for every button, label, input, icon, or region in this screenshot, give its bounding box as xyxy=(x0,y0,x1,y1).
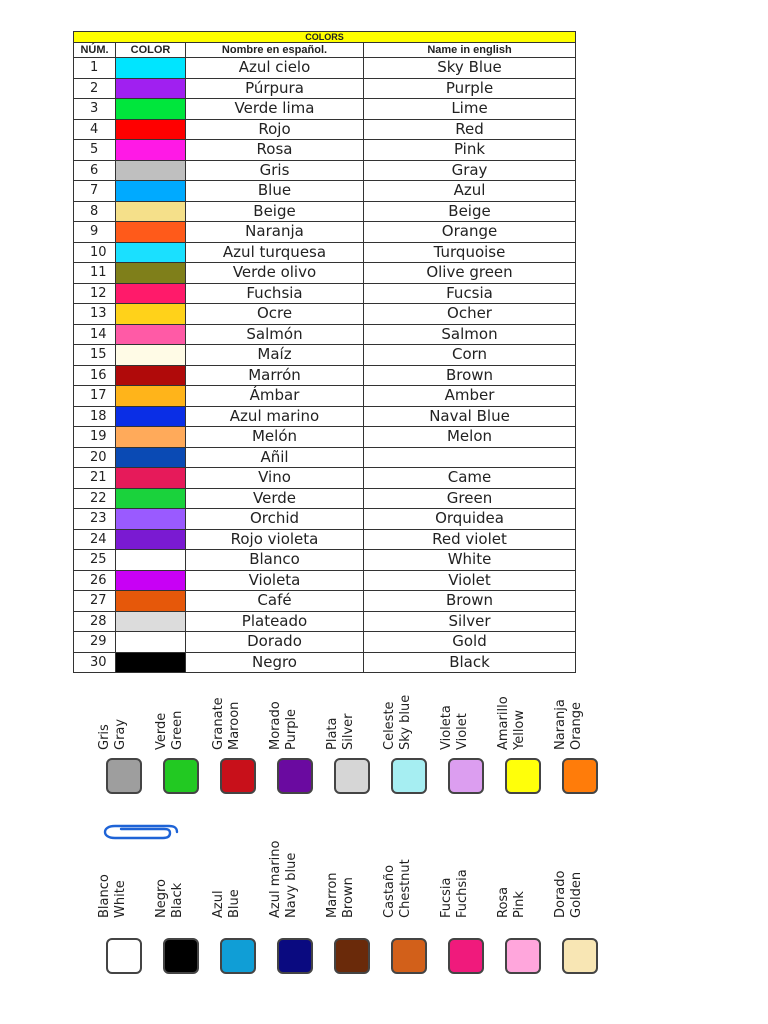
color-swatch-box xyxy=(448,938,484,974)
english-name: Olive green xyxy=(364,263,576,284)
row-number: 26 xyxy=(74,570,116,591)
table-row xyxy=(74,181,576,202)
row-number: 27 xyxy=(74,591,116,612)
spanish-name: Gris xyxy=(186,160,364,181)
spanish-name: Marrón xyxy=(186,365,364,386)
swatch-label-english: Fuchsia xyxy=(455,869,470,918)
english-name: Turquoise xyxy=(364,242,576,263)
color-swatch xyxy=(116,591,186,612)
row-number: 4 xyxy=(74,119,116,140)
color-swatch-box xyxy=(106,938,142,974)
table-row xyxy=(74,222,576,243)
row-number: 5 xyxy=(74,140,116,161)
swatch-item xyxy=(439,688,490,798)
row-number: 23 xyxy=(74,509,116,530)
english-name: White xyxy=(364,550,576,571)
row-number: 22 xyxy=(74,488,116,509)
swatch-labels xyxy=(154,688,205,750)
row-number: 18 xyxy=(74,406,116,427)
color-swatch xyxy=(116,632,186,653)
color-swatch xyxy=(116,509,186,530)
swatch-item xyxy=(496,688,547,798)
table-row xyxy=(74,201,576,222)
swatch-label-spanish: Marron xyxy=(325,872,340,918)
table-row xyxy=(74,78,576,99)
spanish-name: Verde lima xyxy=(186,99,364,120)
table-row xyxy=(74,160,576,181)
swatch-label-spanish: Granate xyxy=(211,697,226,750)
color-swatch-box xyxy=(106,758,142,794)
color-swatch xyxy=(116,611,186,632)
table-row xyxy=(74,509,576,530)
swatch-item xyxy=(154,688,205,798)
color-swatch xyxy=(116,427,186,448)
english-name: Naval Blue xyxy=(364,406,576,427)
row-number: 2 xyxy=(74,78,116,99)
color-swatch xyxy=(116,304,186,325)
swatch-label-spanish: Amarillo xyxy=(496,696,511,750)
row-number: 19 xyxy=(74,427,116,448)
swatch-label-english: White xyxy=(113,880,128,918)
english-name: Ocher xyxy=(364,304,576,325)
table-row xyxy=(74,591,576,612)
swatch-labels xyxy=(382,838,433,918)
swatch-label-english: Yellow xyxy=(512,709,527,750)
english-name: Red violet xyxy=(364,529,576,550)
row-number: 3 xyxy=(74,99,116,120)
english-name: Brown xyxy=(364,365,576,386)
swatch-label-english: Purple xyxy=(284,708,299,750)
swatch-label-english: Black xyxy=(170,882,185,918)
table-row xyxy=(74,488,576,509)
row-number: 12 xyxy=(74,283,116,304)
swatch-label-english: Blue xyxy=(227,889,242,918)
row-number: 29 xyxy=(74,632,116,653)
header-spanish-name: Nombre en español. xyxy=(186,43,364,58)
spanish-name: Rojo xyxy=(186,119,364,140)
color-swatch xyxy=(116,222,186,243)
row-number: 20 xyxy=(74,447,116,468)
english-name: Purple xyxy=(364,78,576,99)
swatch-labels xyxy=(211,688,262,750)
spanish-name: Beige xyxy=(186,201,364,222)
row-number: 6 xyxy=(74,160,116,181)
english-name: Brown xyxy=(364,591,576,612)
swatch-labels xyxy=(496,688,547,750)
swatch-labels xyxy=(268,688,319,750)
color-swatch-box xyxy=(448,758,484,794)
swatch-label-spanish: Naranja xyxy=(553,699,568,750)
swatch-labels xyxy=(325,838,376,918)
table-row xyxy=(74,304,576,325)
color-swatch xyxy=(116,652,186,673)
color-swatch-box xyxy=(163,938,199,974)
row-number: 11 xyxy=(74,263,116,284)
spanish-name: Rojo violeta xyxy=(186,529,364,550)
color-swatch xyxy=(116,99,186,120)
table-row xyxy=(74,99,576,120)
spanish-name: Añil xyxy=(186,447,364,468)
spanish-name: Naranja xyxy=(186,222,364,243)
swatch-label-spanish: Morado xyxy=(268,701,283,750)
english-name: Green xyxy=(364,488,576,509)
row-number: 17 xyxy=(74,386,116,407)
row-number: 30 xyxy=(74,652,116,673)
table-row xyxy=(74,58,576,79)
swatch-label-spanish: Blanco xyxy=(97,874,112,918)
english-name: Pink xyxy=(364,140,576,161)
row-number: 8 xyxy=(74,201,116,222)
swatch-label-spanish: Plata xyxy=(325,717,340,750)
swatch-label-english: Brown xyxy=(341,877,356,918)
swatch-label-spanish: Rosa xyxy=(496,886,511,918)
swatch-item xyxy=(553,688,604,798)
spanish-name: Maíz xyxy=(186,345,364,366)
swatch-item xyxy=(97,838,148,978)
row-number: 9 xyxy=(74,222,116,243)
row-number: 21 xyxy=(74,468,116,489)
english-name: Amber xyxy=(364,386,576,407)
english-name: Fucsia xyxy=(364,283,576,304)
swatch-row-bottom xyxy=(97,838,604,980)
spanish-name: Salmón xyxy=(186,324,364,345)
swatch-label-spanish: Fucsia xyxy=(439,877,454,918)
color-swatch xyxy=(116,447,186,468)
english-name: Beige xyxy=(364,201,576,222)
table-row xyxy=(74,263,576,284)
color-swatch xyxy=(116,201,186,222)
color-swatch-box xyxy=(277,758,313,794)
swatch-item xyxy=(382,688,433,798)
swatch-label-spanish: Violeta xyxy=(439,705,454,750)
english-name: Came xyxy=(364,468,576,489)
spanish-name: Verde xyxy=(186,488,364,509)
swatch-label-english: Golden xyxy=(569,871,584,918)
swatch-row-top xyxy=(97,688,604,800)
spanish-name: Plateado xyxy=(186,611,364,632)
spanish-name: Púrpura xyxy=(186,78,364,99)
swatch-label-english: Maroon xyxy=(227,701,242,750)
english-name: Melon xyxy=(364,427,576,448)
color-swatch-box xyxy=(505,938,541,974)
swatch-labels xyxy=(382,688,433,750)
color-swatch xyxy=(116,58,186,79)
spanish-name: Azul turquesa xyxy=(186,242,364,263)
spanish-name: Ámbar xyxy=(186,386,364,407)
table-title: COLORS xyxy=(74,32,576,43)
swatch-label-english: Violet xyxy=(455,713,470,750)
color-swatch xyxy=(116,345,186,366)
english-name: Azul xyxy=(364,181,576,202)
color-swatch-box xyxy=(334,938,370,974)
english-name: Silver xyxy=(364,611,576,632)
row-number: 28 xyxy=(74,611,116,632)
english-name: Sky Blue xyxy=(364,58,576,79)
table-row xyxy=(74,468,576,489)
swatch-labels xyxy=(439,688,490,750)
english-name: Lime xyxy=(364,99,576,120)
swatch-item xyxy=(154,838,205,978)
swatch-label-english: Gray xyxy=(113,718,128,750)
row-number: 24 xyxy=(74,529,116,550)
color-swatch xyxy=(116,140,186,161)
swatch-label-spanish: Gris xyxy=(97,724,112,750)
color-swatch xyxy=(116,283,186,304)
color-swatch-box xyxy=(277,938,313,974)
row-number: 25 xyxy=(74,550,116,571)
english-name: Violet xyxy=(364,570,576,591)
swatch-label-spanish: Dorado xyxy=(553,870,568,918)
row-number: 7 xyxy=(74,181,116,202)
color-swatch xyxy=(116,570,186,591)
spanish-name: Blue xyxy=(186,181,364,202)
swatch-label-spanish: Verde xyxy=(154,712,169,750)
swatch-label-spanish: Azul xyxy=(211,890,226,918)
color-swatch xyxy=(116,488,186,509)
table-row xyxy=(74,406,576,427)
swatch-labels xyxy=(325,688,376,750)
header-english-name: Name in english xyxy=(364,43,576,58)
table-row xyxy=(74,550,576,571)
swatch-labels xyxy=(211,838,262,918)
row-number: 14 xyxy=(74,324,116,345)
english-name: Black xyxy=(364,652,576,673)
spanish-name: Blanco xyxy=(186,550,364,571)
table-row xyxy=(74,283,576,304)
color-swatch-box xyxy=(391,938,427,974)
row-number: 13 xyxy=(74,304,116,325)
color-swatch xyxy=(116,119,186,140)
table-row xyxy=(74,570,576,591)
color-swatch-box xyxy=(220,938,256,974)
row-number: 16 xyxy=(74,365,116,386)
spanish-name: Fuchsia xyxy=(186,283,364,304)
header-num: NÚM. xyxy=(74,43,116,58)
colors-table xyxy=(73,31,576,673)
table-row xyxy=(74,386,576,407)
spanish-name: Azul marino xyxy=(186,406,364,427)
table-row xyxy=(74,632,576,653)
spanish-name: Dorado xyxy=(186,632,364,653)
swatch-labels xyxy=(154,838,205,918)
swatch-label-spanish: Castaño xyxy=(382,864,397,918)
swatch-labels xyxy=(553,688,604,750)
swatch-labels xyxy=(496,838,547,918)
color-swatch xyxy=(116,550,186,571)
spanish-name: Rosa xyxy=(186,140,364,161)
swatch-item xyxy=(439,838,490,978)
swatch-label-english: Orange xyxy=(569,701,584,750)
color-swatch xyxy=(116,181,186,202)
color-swatch xyxy=(116,263,186,284)
color-swatch-box xyxy=(334,758,370,794)
table-row xyxy=(74,324,576,345)
english-name: Orange xyxy=(364,222,576,243)
english-name: Gray xyxy=(364,160,576,181)
color-swatch-box xyxy=(220,758,256,794)
swatch-label-english: Chestnut xyxy=(398,859,413,918)
table-row xyxy=(74,242,576,263)
swatch-item xyxy=(382,838,433,978)
table-row xyxy=(74,365,576,386)
table-row xyxy=(74,345,576,366)
swatch-label-spanish: Negro xyxy=(154,879,169,918)
row-number: 15 xyxy=(74,345,116,366)
swatch-item xyxy=(97,688,148,798)
color-swatch-box xyxy=(562,758,598,794)
swatch-labels xyxy=(439,838,490,918)
swatch-labels xyxy=(97,838,148,918)
table-row xyxy=(74,427,576,448)
spanish-name: Negro xyxy=(186,652,364,673)
color-swatch xyxy=(116,386,186,407)
color-swatch xyxy=(116,242,186,263)
swatch-label-english: Sky blue xyxy=(398,694,413,750)
color-swatch xyxy=(116,468,186,489)
spanish-name: Violeta xyxy=(186,570,364,591)
spanish-name: Azul cielo xyxy=(186,58,364,79)
swatch-item xyxy=(268,838,319,978)
row-number: 1 xyxy=(74,58,116,79)
english-name: Salmon xyxy=(364,324,576,345)
color-swatch xyxy=(116,324,186,345)
spanish-name: Orchid xyxy=(186,509,364,530)
color-swatch-box xyxy=(163,758,199,794)
english-name: Corn xyxy=(364,345,576,366)
color-swatch xyxy=(116,365,186,386)
swatch-item xyxy=(211,838,262,978)
color-swatch-box xyxy=(562,938,598,974)
swatch-item xyxy=(496,838,547,978)
table-row xyxy=(74,119,576,140)
english-name xyxy=(364,447,576,468)
table-row xyxy=(74,611,576,632)
swatch-item xyxy=(325,838,376,978)
swatch-label-english: Pink xyxy=(512,891,527,918)
spanish-name: Melón xyxy=(186,427,364,448)
swatch-labels xyxy=(268,838,319,918)
table-body xyxy=(74,58,576,673)
swatch-labels xyxy=(97,688,148,750)
spanish-name: Vino xyxy=(186,468,364,489)
swatch-label-spanish: Azul marino xyxy=(268,840,283,918)
english-name: Gold xyxy=(364,632,576,653)
swatch-item xyxy=(325,688,376,798)
swatch-item xyxy=(211,688,262,798)
spanish-name: Ocre xyxy=(186,304,364,325)
color-swatch xyxy=(116,406,186,427)
table-row xyxy=(74,529,576,550)
swatch-item xyxy=(268,688,319,798)
color-swatch xyxy=(116,529,186,550)
spanish-name: Café xyxy=(186,591,364,612)
swatch-item xyxy=(553,838,604,978)
swatch-labels xyxy=(553,838,604,918)
color-swatch-box xyxy=(505,758,541,794)
spanish-name: Verde olivo xyxy=(186,263,364,284)
color-swatch xyxy=(116,78,186,99)
swatch-label-spanish: Celeste xyxy=(382,701,397,750)
english-name: Orquidea xyxy=(364,509,576,530)
swatch-label-english: Green xyxy=(170,710,185,750)
row-number: 10 xyxy=(74,242,116,263)
color-swatch xyxy=(116,160,186,181)
english-name: Red xyxy=(364,119,576,140)
table-row xyxy=(74,652,576,673)
table-row xyxy=(74,140,576,161)
swatch-label-english: Navy blue xyxy=(284,852,299,918)
color-swatch-box xyxy=(391,758,427,794)
swatch-label-english: Silver xyxy=(341,713,356,750)
header-color: COLOR xyxy=(116,43,186,58)
table-row xyxy=(74,447,576,468)
